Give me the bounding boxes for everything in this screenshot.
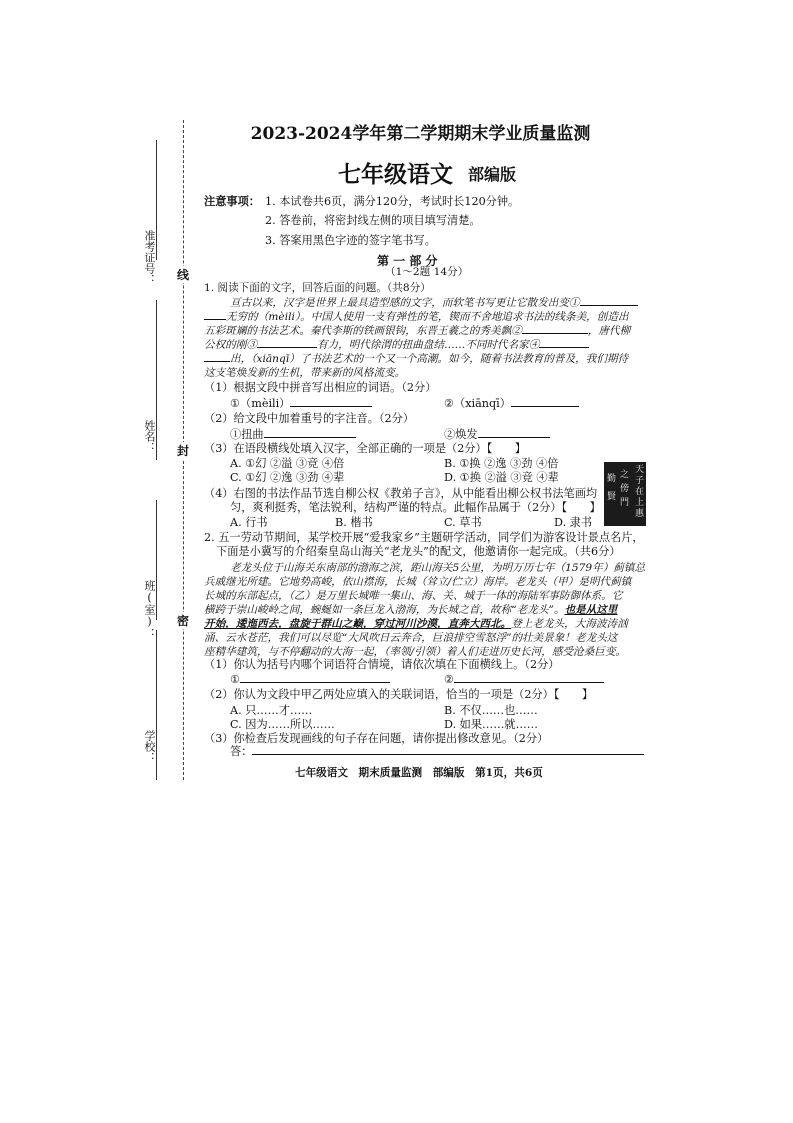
q2-sub1-b <box>444 672 604 687</box>
calligraphy-image <box>604 462 646 526</box>
exam-no-label: 准考证号： <box>143 230 156 285</box>
q2-sub2-option-d: D. 如果……就…… <box>444 718 538 731</box>
seal-feng: 封 <box>177 444 190 458</box>
note-item-2: 2. 答卷前，将密封线左侧的项目填写清楚。 <box>265 214 481 227</box>
answer-blank[interactable] <box>511 406 579 407</box>
q1-sub3-option-a: A. ①幻 ②溢 ③竞 ④倍 <box>230 457 345 470</box>
calligraphy-char: 傍 <box>620 484 630 494</box>
field-line-class <box>156 500 157 620</box>
calligraphy-char: 惠 <box>635 509 645 519</box>
q2-passage-line-6: 涌、云水苍茫，我们可以尽览“大风吹日云奔合，巨浪排空雪怒浮”的壮美景象！老龙头这 <box>204 632 618 644</box>
q1-passage-line-5 <box>204 352 628 366</box>
section-subtitle: （1～2题 14分） <box>385 266 469 278</box>
calligraphy-char: 子 <box>635 476 645 486</box>
blank-1-cont <box>204 319 226 320</box>
edition-label: 部编版 <box>468 165 517 184</box>
q1-sub1-b <box>444 396 579 411</box>
q1-sub1-a <box>230 396 372 411</box>
q1-sub2: （2）给文段中加着重号的字注音。（2分） <box>204 412 415 425</box>
passage-text: 亘古以来，汉字是世界上最具造型感的文字，而软笔书写更让它散发出变① <box>230 297 580 309</box>
q1-passage-line-2 <box>204 310 629 324</box>
calligraphy-char: 勤 <box>607 474 617 484</box>
option-label: ①（mèili） <box>230 397 291 410</box>
q2-passage-line-3: 长城的东部起点，（乙）是万里长城唯一集山、海、关、城于一体的海陆军事防御体系。它 <box>204 590 623 602</box>
q2-sub1-a <box>230 672 390 687</box>
calligraphy-char: 在 <box>635 487 645 497</box>
q1-sub1: （1）根据文段中拼音写出相应的词语。（2分） <box>204 381 437 394</box>
q2-passage-line-5 <box>204 617 628 631</box>
field-line-school <box>156 630 157 780</box>
q2-sub2: （2）你认为文段中甲乙两处应填入的关联词语，恰当的一项是（2分）【 】 <box>204 688 594 701</box>
field-line-name <box>156 300 157 460</box>
answer-blank[interactable] <box>252 754 644 755</box>
option-label: ②（xiānqī） <box>444 397 511 410</box>
q2-sub3: （3）你检查后发现画线的句子存在问题，请你提出修改意见。（2分） <box>204 732 549 745</box>
section-title: 第 一 部 分 <box>377 254 438 268</box>
q2-sub2-option-c: C. 因为……所以…… <box>230 718 335 731</box>
passage-text: 无穷的（mèili）。中国人使用一支有弹性的笔，锲而不舍地追求书法的线条美，创造出 <box>226 311 629 323</box>
blank-4 <box>539 347 589 348</box>
option-label: ② <box>444 673 455 686</box>
q1-sub4-option-d: D. 隶书 <box>554 516 593 529</box>
blank-1 <box>580 305 638 306</box>
note-item-1: 1. 本试卷共6页，满分120分，考试时长120分钟。 <box>265 195 520 208</box>
q1-sub2-b <box>444 427 550 442</box>
passage-text: 五彩斑斓的书法艺术。秦代李斯的铁画银钩，东晋王羲之的秀美飘② <box>204 325 522 337</box>
option-label: ① <box>230 673 241 686</box>
q1-passage-line-3 <box>204 324 630 338</box>
passage-text: 横跨于崇山峻岭之间，蜿蜒如一条巨龙入渤海，为长城之首，故称“老龙头”。 <box>204 604 565 616</box>
seal-mi: 密 <box>177 614 190 628</box>
subject-title: 七年级语文 <box>338 161 453 188</box>
calligraphy-char: 天 <box>635 465 645 475</box>
answer-blank[interactable] <box>454 682 604 683</box>
calligraphy-char: 門 <box>620 498 630 508</box>
q1-sub2-a <box>230 427 356 442</box>
passage-text: ，唐代柳 <box>587 325 631 337</box>
answer-blank[interactable] <box>264 437 356 438</box>
school-label: 学校： <box>143 730 156 763</box>
calligraphy-char: 之 <box>620 470 630 480</box>
q2-passage-line-2: 兵戚继光所建。它地势高峻，依山襟海，长城（耸立/伫立）海岸。老龙头（甲）是明代蓟镇 <box>204 576 632 588</box>
page-footer: 七年级语文 期末质量监测 部编版 第1页，共6页 <box>295 767 543 779</box>
q2-sub1: （1）你认为括号内哪个词语符合情境，请依次填在下面横线上。（2分） <box>204 658 560 671</box>
exam-title: 2023-2024学年第二学期期末学业质量监测 <box>250 124 591 144</box>
q1-sub3: （3）在语段横线处填入汉字，全部正确的一项是（2分）【 】 <box>204 442 526 455</box>
passage-text: 公权的刚③ <box>204 339 257 351</box>
answer-label: 答： <box>230 745 253 758</box>
q1-sub4-option-b: B. 楷书 <box>335 516 373 529</box>
name-label: 姓名： <box>143 420 156 453</box>
underlined-sentence: 开始，逶迤西去，盘旋于群山之巅，穿过河川沙漠，直奔大西北。 <box>204 618 512 630</box>
q1-passage-line-4 <box>204 338 589 352</box>
answer-blank[interactable] <box>240 682 390 683</box>
notes-label: 注意事项： <box>204 194 260 208</box>
q1-sub3-option-d: D. ①换 ②溢 ③竞 ④辈 <box>444 471 559 484</box>
q1-sub4-option-c: C. 草书 <box>444 516 482 529</box>
field-line-exam-no <box>156 140 157 260</box>
calligraphy-char: 上 <box>635 498 645 508</box>
class-label: 班(室)： <box>143 580 156 639</box>
q2-intro-2: 下面是小冀写的介绍秦皇岛山海关“老龙头”的配文，他邀请你一起完成。（共6分） <box>216 545 621 558</box>
passage-text: 出，（xiānqī）了书法艺术的一个又一个高潮。如今，随着书法教育的普及，我们期待 <box>230 353 629 365</box>
option-label: ②焕发 <box>444 428 478 441</box>
passage-text: 有力，明代徐渭的扭曲盘结……不同时代名家④ <box>316 339 540 351</box>
blank-2 <box>522 333 588 334</box>
q2-sub2-option-a: A. 只……才…… <box>230 704 313 717</box>
q1-sub4-line2: 匀，爽利挺秀，笔法锐利，结构严谨的特点。此幅作品属于（2分）【 】 <box>230 501 601 514</box>
q2-passage-line-7: 座精华建筑，与不停翻动的大海一起，（率领/引领）着人们走进历史长河，感受沧桑巨变。 <box>204 646 627 658</box>
q2-passage-line-1: 老龙头位于山海关东南部的渤海之滨，距山海关5公里，为明万历七年（1579年）蓟镇总 <box>230 562 646 574</box>
option-label: ①扭曲 <box>230 428 264 441</box>
q2-sub2-option-b: B. 不仅……也…… <box>444 704 538 717</box>
q1-sub3-option-b: B. ①换 ②逸 ③劲 ④倍 <box>444 457 559 470</box>
blank-3 <box>257 347 317 348</box>
note-item-3: 3. 答案用黑色字迹的签字笔书写。 <box>265 234 436 247</box>
q1-sub4-option-a: A. 行书 <box>230 516 268 529</box>
seal-xian: 线 <box>177 268 190 282</box>
blank-4-cont <box>204 361 230 362</box>
q2-intro-1: 2. 五一劳动节期间，某学校开展“爱我家乡”主题研学活动，同学们为游客设计景点名片， <box>204 531 644 544</box>
q1-passage-line-6: 这支笔焕发新的生机，带来新的风格流变。 <box>204 367 406 379</box>
q1-intro: 1. 阅读下面的文字，回答后面的问题。（共8分） <box>204 282 431 294</box>
q1-sub3-option-c: C. ①幻 ②逸 ③劲 ④辈 <box>230 471 345 484</box>
underlined-sentence: 也是从这里 <box>564 604 618 616</box>
q1-passage-line-1 <box>230 296 638 310</box>
q2-sub3-answer <box>230 744 644 759</box>
q2-passage-line-4 <box>204 603 617 617</box>
q1-sub4-line1: （4）右图的书法作品节选自柳公权《教弟子言》，从中能看出柳公权书法笔画均 <box>204 487 598 500</box>
calligraphy-char: 賢 <box>607 492 617 502</box>
answer-blank[interactable] <box>290 406 372 407</box>
passage-text: 登上老龙头，大海波涛汹 <box>511 618 628 630</box>
answer-blank[interactable] <box>478 437 550 438</box>
